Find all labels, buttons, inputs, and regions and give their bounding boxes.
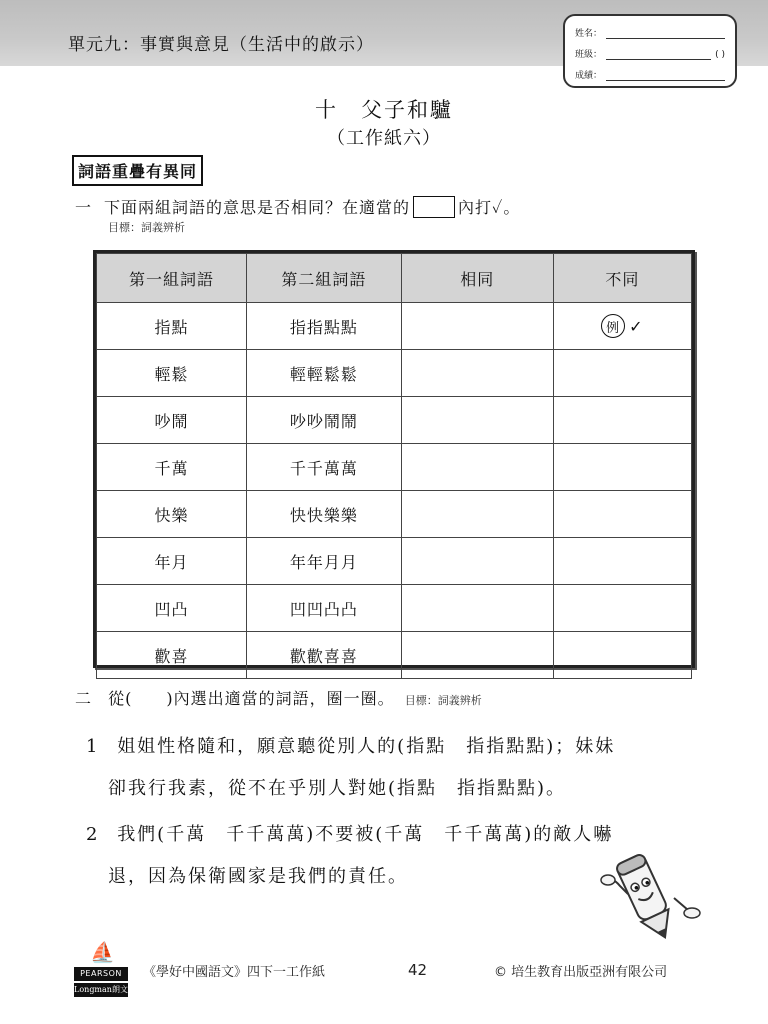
word-comparison-table — [93, 250, 695, 668]
class-number-paren: ( ) — [715, 50, 725, 60]
sentence-1-number: 1 — [86, 736, 100, 757]
same-answer-cell[interactable] — [401, 350, 553, 397]
table-row — [97, 303, 692, 350]
first-word: 年月 — [97, 538, 247, 585]
question-1 — [75, 195, 520, 218]
second-word: 千千萬萬 — [246, 444, 401, 491]
second-word: 指指點點 — [246, 303, 401, 350]
different-answer-cell[interactable] — [553, 350, 691, 397]
header-second-group: 第二組詞語 — [246, 254, 401, 303]
header-first-group: 第一組詞語 — [97, 254, 247, 303]
copyright: © 培生教育出版亞洲有限公司 — [494, 965, 668, 980]
sentence-2-number: 2 — [86, 824, 100, 845]
sentence-1-line-1 — [86, 732, 615, 758]
same-answer-cell[interactable] — [401, 303, 553, 350]
header-different: 不同 — [553, 254, 691, 303]
sample-answer-box — [413, 196, 455, 218]
question-1-target: 目標：詞義辨析 — [108, 221, 185, 234]
table-row — [97, 585, 692, 632]
different-answer-cell[interactable] — [553, 303, 691, 350]
different-answer-cell[interactable] — [553, 491, 691, 538]
question-1-number: 一 — [75, 198, 93, 217]
sentence-2-line-2[interactable]: 退，因為保衛國家是我們的責任。 — [108, 866, 408, 887]
sentence-1-text-1[interactable]: 姐姐性格隨和，願意聽從別人的(指點 指指點點)；妹妹 — [117, 736, 616, 757]
class-field[interactable] — [606, 50, 711, 60]
question-1-text-after: 內打✓。 — [458, 198, 521, 217]
same-answer-cell[interactable] — [401, 491, 553, 538]
first-word: 指點 — [97, 303, 247, 350]
class-label: 班級： — [575, 50, 603, 60]
name-row — [575, 26, 725, 39]
score-row — [575, 68, 725, 81]
table-row — [97, 491, 692, 538]
different-answer-cell[interactable] — [553, 538, 691, 585]
first-word: 快樂 — [97, 491, 247, 538]
different-answer-cell[interactable] — [553, 632, 691, 679]
checkmark-icon: ✓ — [629, 316, 644, 336]
table-row — [97, 397, 692, 444]
ship-icon: ⛵ — [90, 940, 115, 964]
class-row — [575, 47, 725, 60]
table-row — [97, 632, 692, 679]
first-word: 千萬 — [97, 444, 247, 491]
sentence-2-text-1[interactable]: 我們(千萬 千千萬萬)不要被(千萬 千千萬萬)的敵人嚇 — [117, 824, 614, 845]
unit-title: 單元九：事實與意見（生活中的啟示） — [68, 35, 374, 55]
first-word: 吵鬧 — [97, 397, 247, 444]
different-answer-cell[interactable] — [553, 397, 691, 444]
same-answer-cell[interactable] — [401, 632, 553, 679]
worksheet-number: （工作紙六） — [327, 128, 441, 149]
second-word: 歡歡喜喜 — [246, 632, 401, 679]
sentence-1-line-2[interactable]: 卻我行我素，從不在乎別人對她(指點 指指點點)。 — [108, 778, 567, 799]
student-info-box — [563, 14, 737, 88]
second-word: 輕輕鬆鬆 — [246, 350, 401, 397]
header-same: 相同 — [401, 254, 553, 303]
different-answer-cell[interactable] — [553, 585, 691, 632]
pearson-longman-logo — [74, 940, 128, 1000]
question-1-text-before: 下面兩組詞語的意思是否相同？在適當的 — [104, 198, 411, 217]
table-row — [97, 444, 692, 491]
table-row — [97, 350, 692, 397]
score-field[interactable] — [606, 71, 725, 81]
longman-label: Longman朗文 — [74, 983, 128, 997]
question-2-target: 目標：詞義辨析 — [404, 694, 482, 707]
name-label: 姓名： — [575, 29, 603, 39]
name-field[interactable] — [606, 29, 725, 39]
example-mark — [601, 314, 643, 338]
same-answer-cell[interactable] — [401, 444, 553, 491]
book-title: 《學好中國語文》四下一工作紙 — [143, 965, 326, 980]
same-answer-cell[interactable] — [401, 397, 553, 444]
question-2-text: 從( )內選出適當的詞語，圈一圈。 — [108, 689, 395, 708]
section-heading: 詞語重疊有異同 — [72, 155, 203, 186]
example-circle-label: 例 — [601, 314, 625, 338]
second-word: 年年月月 — [246, 538, 401, 585]
first-word: 輕鬆 — [97, 350, 247, 397]
pencil-mascot-icon — [598, 848, 702, 948]
same-answer-cell[interactable] — [401, 585, 553, 632]
table-header-row — [97, 254, 692, 303]
page-number: 42 — [408, 961, 428, 979]
lesson-title: 十 父子和驢 — [315, 98, 453, 122]
question-2-number: 二 — [75, 689, 93, 708]
score-label: 成績： — [575, 71, 603, 81]
pearson-label: PEARSON — [74, 967, 128, 981]
first-word: 凹凸 — [97, 585, 247, 632]
first-word: 歡喜 — [97, 632, 247, 679]
table-row — [97, 538, 692, 585]
sentence-2-line-1 — [86, 820, 613, 846]
second-word: 凹凹凸凸 — [246, 585, 401, 632]
same-answer-cell[interactable] — [401, 538, 553, 585]
different-answer-cell[interactable] — [553, 444, 691, 491]
second-word: 吵吵鬧鬧 — [246, 397, 401, 444]
question-2 — [75, 686, 482, 709]
second-word: 快快樂樂 — [246, 491, 401, 538]
